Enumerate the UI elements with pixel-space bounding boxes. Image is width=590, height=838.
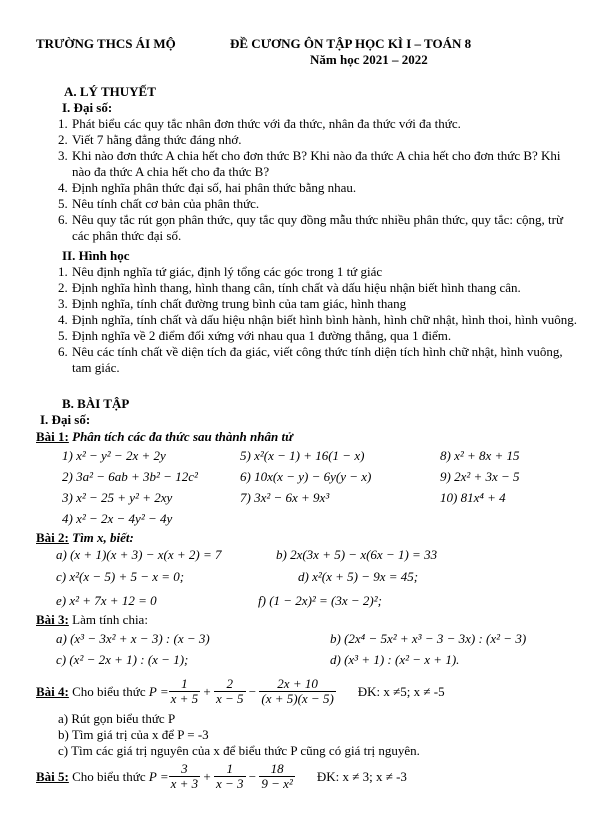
exercise-1-item: 5) x²(x − 1) + 16(1 − x) bbox=[240, 448, 365, 463]
exercise-2-item: c) x²(x − 5) + 5 − x = 0; bbox=[56, 569, 185, 584]
exercises-algebra-heading: I. Đại số: bbox=[40, 412, 91, 427]
list-item: 1. Phát biểu các quy tắc nhân đơn thức với đa thức, nhân đa thức với đa thức. bbox=[58, 116, 461, 131]
list-item: 5. Định nghĩa về 2 điểm đối xứng với nhau qua 1 đường thẳng, qua 1 điểm. bbox=[58, 328, 452, 343]
school-year: Năm học 2021 – 2022 bbox=[310, 52, 428, 67]
exercise-2-item: b) 2x(3x + 5) − x(6x − 1) = 33 bbox=[276, 547, 438, 562]
exercise-3-item: a) (x³ − 3x² + x − 3) : (x − 3) bbox=[56, 631, 210, 646]
exercise-1-item: 9) 2x² + 3x − 5 bbox=[440, 469, 520, 484]
list-item: 4. Định nghĩa phân thức đại số, hai phân thức bằng nhau. bbox=[58, 180, 357, 195]
list-item: 3. Định nghĩa, tính chất đường trung bình của tam giác, hình thang bbox=[58, 296, 407, 311]
list-item: 6. Nêu quy tắc rút gọn phân thức, quy tắc quy đồng mẫu thức nhiều phân thức, quy tắc: cộng, trừ các phân thức đại số. bbox=[58, 212, 564, 243]
document-title: ĐỀ CƯƠNG ÔN TẬP HỌC KÌ I – TOÁN 8 bbox=[230, 36, 472, 51]
list-item: 5. Nêu tính chất cơ bản của phân thức. bbox=[58, 196, 260, 211]
fraction: $\frac{1}{x - 3}$ bbox=[215, 761, 244, 791]
list-item: 2. Viết 7 hằng đẳng thức đáng nhớ. bbox=[58, 132, 242, 147]
fraction: $\frac{1}{x + 5}$ bbox=[170, 676, 199, 706]
theory-algebra-heading: I. Đại số: bbox=[62, 100, 113, 115]
exercise-1-item: 3) x² − 25 + y² + 2xy bbox=[62, 490, 173, 505]
list-item: 6. Nêu các tính chất về diện tích đa giác, viết công thức tính diện tích hình chữ nhật, hình vuông, tam giác. bbox=[58, 344, 563, 375]
exercise-2-item: a) (x + 1)(x + 3) − x(x + 2) = 7 bbox=[56, 547, 222, 562]
list-item: 3. Khi nào đơn thức A chia hết cho đơn thức B? Khi nào đa thức A chia hết cho đơn thức B? Khi nào đa thức A chia hết cho đa thức B? bbox=[58, 148, 561, 179]
exercise-1-item: 2) 3a² − 6ab + 3b² − 12c² bbox=[62, 469, 198, 484]
exercise-4-item: c) Tìm các giá trị nguyên của x để biểu thức P cũng có giá trị nguyên. bbox=[58, 743, 420, 758]
list-item: 2. Định nghĩa hình thang, hình thang cân, tính chất và dấu hiệu nhận biết hình thang cân. bbox=[58, 280, 521, 295]
list-item: 4. Định nghĩa, tính chất và dấu hiệu nhận biết hình bình hành, hình chữ nhật, hình thoi, hình vuông. bbox=[58, 312, 577, 327]
exercise-4-item: a) Rút gọn biểu thức P bbox=[58, 711, 176, 726]
exercise-1-item: 10) 81x⁴ + 4 bbox=[440, 490, 506, 505]
exercise-1-item: 4) x² − 2x − 4y² − 4y bbox=[62, 511, 173, 526]
exercise-1-item: 8) x² + 8x + 15 bbox=[440, 448, 520, 463]
exercise-1-item: 1) x² − y² − 2x + 2y bbox=[62, 448, 166, 463]
exercise-1-title: Bài 1: Phân tích các đa thức sau thành nhân tử bbox=[36, 429, 293, 444]
list-item: 1. Nêu định nghĩa tứ giác, định lý tổng các góc trong 1 tứ giác bbox=[58, 264, 383, 279]
fraction: $\frac{18}{\text{9 − x²}}$ bbox=[261, 761, 293, 791]
school-name: TRƯỜNG THCS ÁI MỘ bbox=[36, 36, 176, 51]
exercises-heading: B. BÀI TẬP bbox=[62, 396, 130, 411]
exercise-5-statement: Bài 5: Cho biểu thức P = $\frac{3}{x + 3}$ + $\frac{1}{x - 3}$ − $\frac{18}{\text{9 − x²}}$ ĐK: x ≠ 3; x ≠ -3 bbox=[36, 761, 407, 791]
theory-algebra-list bbox=[58, 116, 577, 244]
exercise-2-item: e) x² + 7x + 12 = 0 bbox=[56, 593, 157, 608]
fraction: $\frac{2}{x - 5}$ bbox=[215, 676, 244, 706]
theory-heading: A. LÝ THUYẾT bbox=[64, 84, 156, 99]
exercise-1-item: 7) 3x² − 6x + 9x³ bbox=[240, 490, 330, 505]
exercise-2-item: d) x²(x + 5) − 9x = 45; bbox=[298, 569, 419, 584]
fraction: $\frac{3}{x + 3}$ bbox=[170, 761, 199, 791]
exercise-2-title: Bài 2: Tìm x, biết: bbox=[36, 530, 134, 545]
exercise-3-title: Bài 3: Làm tính chia: bbox=[36, 612, 148, 627]
exercise-2-item: f) (1 − 2x)² = (3x − 2)²; bbox=[258, 593, 382, 608]
fraction: $\frac{2x + 10}{(x + 5)(x - 5)}$ bbox=[261, 676, 334, 706]
exercise-3-item: b) (2x⁴ − 5x² + x³ − 3 − 3x) : (x² − 3) bbox=[330, 631, 527, 646]
exercise-4-item: b) Tìm giá trị của x để P = -3 bbox=[58, 727, 209, 742]
exercise-1-item: 6) 10x(x − y) − 6y(y − x) bbox=[240, 469, 372, 484]
exercise-4-statement: Bài 4: Cho biểu thức P = $\frac{1}{x + 5}$ + $\frac{2}{x - 5}$ − $\frac{2x + 10}{(x + 5)(x - 5)}$ ĐK: x ≠5; x ≠ -5 bbox=[36, 676, 445, 706]
theory-geometry-list bbox=[58, 264, 584, 376]
theory-geometry-heading: II. Hình học bbox=[62, 248, 130, 263]
exercise-3-item: d) (x³ + 1) : (x² − x + 1). bbox=[330, 652, 460, 667]
exercise-3-item: c) (x² − 2x + 1) : (x − 1); bbox=[56, 652, 189, 667]
